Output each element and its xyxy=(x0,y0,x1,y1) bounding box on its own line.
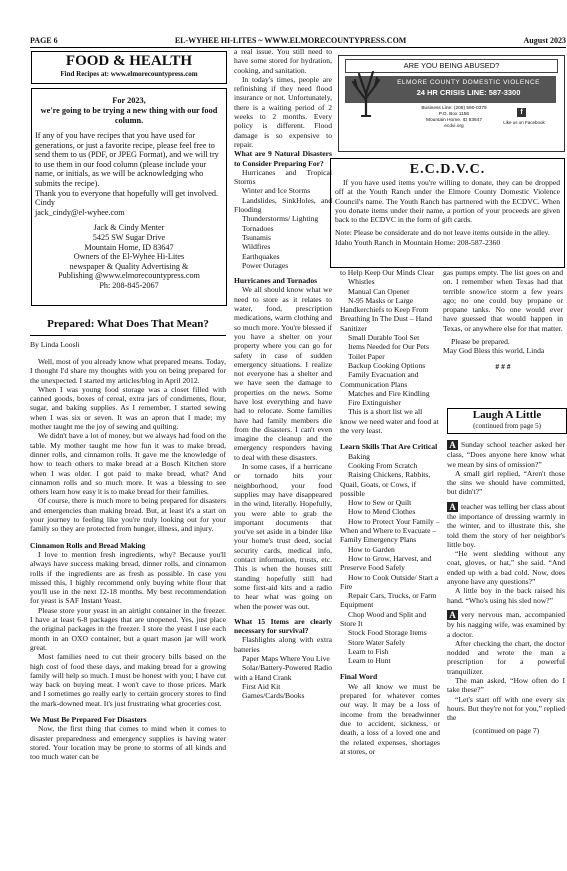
joke: After checking the chart, the doctor nodded and wrote the man a prescription for a powerful tranquilizer. xyxy=(447,638,565,676)
list-item: Power Outages xyxy=(242,260,289,270)
list-item: Repair Cars, Trucks, or Farm Equipment xyxy=(340,591,437,610)
paragraph: In some cases, if a hurricane or tornado hits your neighborhood, your food supplies may have disappeared in the wind, literally. Hopefully, you were able to grab the important documents that you've set aside in a binder like your home's trust deed, social security cards, medical info, contact information, trusts, etc. This is when the houses still standing hopefully still had some first-aid kits and a radio to hear what was going on when the power was out. xyxy=(234,462,332,611)
paragraph: Of course, there is much more to being prepared for disasters and emergencies than making bread. But, at least it's a start on your journey to feeling like you're truly looking out for your family so they are protected from hunger, illness, and injury. xyxy=(30,496,226,534)
list-item: Tornadoes xyxy=(242,223,274,233)
joke xyxy=(447,502,565,549)
article-col-1 xyxy=(30,357,226,761)
list-item: Learn to Hunt xyxy=(348,656,391,666)
joke-text: teacher was telling her class about the importance of dressing warmly in the winter, and to illustrate this, she told them the story of her neighbor's little boy. xyxy=(447,501,565,549)
list-item: How to Garden xyxy=(348,544,395,554)
list-item: Baking xyxy=(348,451,370,461)
section-subtitle: Find Recipes at: www.elmorecountypress.com xyxy=(60,70,198,78)
end-mark: # # # xyxy=(495,361,511,371)
subheading: Cinnamon Rolls and Bread Making xyxy=(30,540,146,550)
ad-social: Like us on Facebook xyxy=(503,120,545,125)
joke: “He went sledding without any coat, gloves, or hat,” she said. “And ended up with a bad cold. Now, does anyone have any questions?” xyxy=(447,549,565,587)
list-item: Raising Chickens, Rabbits, Quail, Goats, or Cows, if possible xyxy=(340,470,431,498)
paragraph: May God Bless this world, Linda xyxy=(443,346,545,356)
list-item: How to Mend Clothes xyxy=(348,507,416,517)
paragraph: a real issue. You still need to have some stored for hydration, cooking, and sanitation. xyxy=(234,47,332,75)
list-item: Toilet Paper xyxy=(348,351,385,361)
byline: By Linda Loosli xyxy=(30,340,80,349)
paragraph: Please be prepared. xyxy=(451,337,510,347)
hotline-ad xyxy=(338,55,565,152)
paragraph: Well, most of you already know what prepared means. Today, I thought I'd share my thoughts with you on being prepared for the unexpected. I started my articles/blog in April 2012. xyxy=(30,357,226,385)
list-item: Matches and Fire Kindling xyxy=(348,388,430,398)
paragraph: In today's times, people are refinishing if they need flood insurance or not. Unfortunately, there is a waiting period of 2 weeks to 2 months. Every policy is different. Flood damage is so expensive to repair. xyxy=(234,74,332,149)
masthead: EL-WYHEE HI-LITES ~ WWW.ELMORECOUNTYPRESS.COM xyxy=(174,36,407,45)
ecdvc-note: Note: Please be considerate and do not leave items outside in the alley. xyxy=(335,228,550,238)
list-item: to Help Keep Our Minds Clear xyxy=(340,268,434,277)
list-item: Family Evacuation and Communication Plans xyxy=(340,370,419,389)
recipe-request-box xyxy=(31,88,227,306)
ornament-initial: A xyxy=(447,440,458,450)
list-item: Backup Cooking Options xyxy=(348,360,426,370)
ornament-initial: A xyxy=(447,610,458,620)
paragraph: We all should know what we need to store as it relates to water, food, prescription medications, warm clothing and so much more. You're blessed if you have a shelter on your property where you can go for safety in case of sudden emergency situations. I realize not everyone has a shelter and we have seen the damage to properties on the news. Some have lost everything and have had to relocate. Some families have had family members die from the disasters. I can't even imagine the cleanup and the emergency responders having to deal with these disasters. xyxy=(234,285,332,462)
joke-text: Sunday school teacher asked her class, “Does anyone here know what we mean by sins of omission?” xyxy=(447,440,565,469)
ad-org: ELMORE COUNTY DOMESTIC VIOLENCE xyxy=(397,79,540,86)
paragraph: This is a short list we all know we need water and food at the very least. xyxy=(340,407,439,436)
list-item: Manual Can Opener xyxy=(348,286,410,296)
list-item: Fire Extinguisher xyxy=(348,398,401,408)
tree-icon xyxy=(349,70,383,118)
laugh-title: Laugh A Little xyxy=(472,409,542,421)
joke xyxy=(447,610,565,639)
list-item: How to Cook Outside/ Start a Fire xyxy=(340,572,439,591)
title-rule xyxy=(30,335,226,336)
list-item: Winter and Ice Storms xyxy=(242,186,311,196)
paragraph: Most families need to cut their grocery bills based on the high cost of food these days, and making bread for a growing family will help so much. I must be honest with you; I have cut way back on buying meat. I won't cave to those prices. Mark and I sometimes go really early to certain grocery stores to find the mark-downed meat. It's just frustrating what groceries cost. xyxy=(30,652,226,708)
ad-details: Business Line: (208) 590-0379 P.O. Box 1156 Mountain Home, ID 83647 ecdvi.org xyxy=(421,106,487,129)
list-item: Store Water Safely xyxy=(348,637,406,647)
ecdvc-body: If you have used items you're willing to donate, they can be dropped off at the Youth Ranch under the Elmore County Domestic Violence Council's name. The Youth Ranch has partnered with the ECDVC. When you donate items under their name, a portion of your proceeds are given back to the ECDVC in the form of gift cards. xyxy=(335,178,560,225)
list-item: Paper Maps Where You Live xyxy=(242,654,330,663)
joke: The man asked, “How often do I take these?” xyxy=(447,675,565,695)
list-item: Solar/Battery-Powered Radio with a Hand Crank xyxy=(234,663,332,682)
list-item: Landslides, SinkHoles, and Flooding xyxy=(234,195,332,215)
article-col-2 xyxy=(234,47,332,700)
list-item: Learn to Fish xyxy=(348,646,389,656)
list-item: Chop Wood and Split and Store It xyxy=(340,609,427,628)
list-item: Stock Food Storage Items xyxy=(348,628,427,638)
ecdvc-title: E.C.D.V.C. xyxy=(409,162,486,177)
list-item: How to Sew or Quilt xyxy=(348,498,412,508)
laugh-continued-from: (continued from page 5) xyxy=(473,422,541,430)
laugh-a-little-box xyxy=(447,408,567,434)
list-item: N-95 Masks or Large Handkerchiefs to Keep From Breathing In The Dust – Hand Sanitizer xyxy=(340,295,433,333)
list-item: How to Grow, Harvest, and Preserve Food Safely xyxy=(340,553,432,573)
issue-date: August 2023 xyxy=(523,36,566,45)
joke: “Let's start off with one every six hours. But they're not for you,” replied the xyxy=(447,694,565,723)
list-item: Whistles xyxy=(348,277,375,287)
section-title: FOOD & HEALTH xyxy=(65,53,193,69)
list-item: Items Needed for Our Pets xyxy=(348,342,429,352)
article-title: Prepared: What Does That Mean? xyxy=(47,318,209,330)
ad-top-line: ARE YOU BEING ABUSED? xyxy=(345,59,558,73)
page-number: PAGE 6 xyxy=(30,36,58,45)
list-item: Wildfires xyxy=(242,242,271,252)
joke: A little boy in the back raised his hand. “Who's using his sled now?” xyxy=(447,586,565,605)
paragraph: I love to mention fresh ingredients, why? Because you'll always have success making bread, dinner rolls, and cinnamon rolls if the ingredients are as fresh as possible. In case you missed this, I highly recommend only buying white flour that you'll use in the next 12-18 months. My best recommendation for yeast is SAF Instant Yeast. xyxy=(30,549,226,606)
ecdvc-box xyxy=(330,158,565,268)
article-col-3 xyxy=(340,268,440,756)
recipe-body: If any of you have recipes that you have used for generations, or just a favorite recipe, please feel free to send them to us (PDF, or JPEG Format), and we will try to use them in our food column (please include your name, or initials, as we will be acknowledging who submits the recipe). Thank you to everyone that hopefully will get involved. Cindy jack_cindy@el-wyhee.com xyxy=(35,131,219,217)
paragraph: When I was young food storage was a closet filled with canned goods, boxes of cereal, extra jars of condiments, flour, sugar, and baking supplies. As I remember, I started sewing when I was six or seven. It was an apron that I made; my mother taught me the joy of sewing and quilting. xyxy=(30,384,226,432)
article-col-4 xyxy=(443,268,563,371)
subheading: What are 9 Natural Disasters to Consider Preparing For? xyxy=(234,149,332,168)
paragraph: We didn't have a lot of money, but we always had food on the table. My mother taught me how fun it was to make bread, dinner rolls, and cinnamon rolls. It gave me the knowledge of how to teach others to make bread at a Bosch Kitchen store when I was older. I got paid to make bread, what? And cinnamon rolls and so much more. It was a blessing to see others learn how easy it is to make bread for their families. xyxy=(30,431,226,497)
list-item: Flashlights along with extra batteries xyxy=(234,635,332,654)
subheading: We Must Be Prepared For Disasters xyxy=(30,714,147,724)
subheading: Hurricanes and Tornados xyxy=(234,276,318,286)
paragraph: Please store your yeast in an airtight container in the freezer. I have at least 6-8 packages that are unopened. Yes, just place the original packages in the freezer. I store the yeast I use each month in an OXO container, but a quart mason jar will work great. xyxy=(30,605,226,652)
ornament-initial: A xyxy=(447,502,458,512)
list-item: How to Protect Your Family – When and Where to Evacuate – Family Emergency Plans xyxy=(340,516,440,545)
food-health-box xyxy=(31,51,227,84)
paragraph: gas pumps empty. The list goes on and on. I remember when Texas had that terrible snow/ice storm a few years ago; no one could buy propane or propane tanks. No one would ever have guessed that would happen in Texas, or anywhere else for that matter. xyxy=(443,268,563,333)
joke-text: very nervous man, accompanied by his nagging wife, was examined by a doctor. xyxy=(447,609,565,639)
laugh-column xyxy=(447,440,565,736)
recipe-heading: For 2023, we're going to be trying a new thing with our food column. xyxy=(40,96,218,125)
ecdvc-address: Idaho Youth Ranch in Mountain Home: 208-587-2360 xyxy=(335,237,501,247)
paragraph: Now, the first thing that comes to mind when it comes to disaster preparedness and emergency supplies is having water stored. Your location may be prone to storms of all kinds and too much water can be xyxy=(30,724,226,762)
list-item: Games/Cards/Books xyxy=(242,691,305,701)
publisher-contact: Jack & Cindy Menter 5425 SW Sugar Drive Mountain Home, ID 83647 Owners of the El-Wyhee Hi-Lites newspaper & Quality Advertising & Publishing @www.elmorecountypress.com Ph: 208-845-2067 xyxy=(58,223,200,290)
list-item: Earthquakes xyxy=(242,251,280,261)
list-item: Tsunamis xyxy=(242,232,271,242)
joke: A small girl replied, “Aren't those the sins we should have committed, but didn't?” xyxy=(447,468,565,497)
list-item: Small Durable Tool Set xyxy=(348,333,420,343)
subheading: Learn Skills That Are Critical xyxy=(340,442,438,452)
list-item: First Aid Kit xyxy=(242,681,281,691)
page-header xyxy=(30,34,566,48)
joke xyxy=(447,440,565,469)
list-item: Hurricanes and Tropical Storms xyxy=(234,167,332,187)
ad-hotline: 24 HR CRISIS LINE: 587-3300 xyxy=(416,88,521,97)
paragraph: We all know we must be prepared for whatever comes our way. It may be a loss of income from the breadwinner due to accident, sickness, or death, a loss of a loved one and the related expenses, shortages at stores, or xyxy=(340,681,440,756)
facebook-icon: f xyxy=(517,108,526,117)
subheading: Final Word xyxy=(340,672,378,682)
list-item: Thunderstorms/ Lighting xyxy=(242,214,319,224)
continued-note: (continued on page 7) xyxy=(472,726,540,736)
subheading: What 15 Items are clearly necessary for survival? xyxy=(234,616,332,636)
list-item: Cooking From Scratch xyxy=(348,460,418,470)
